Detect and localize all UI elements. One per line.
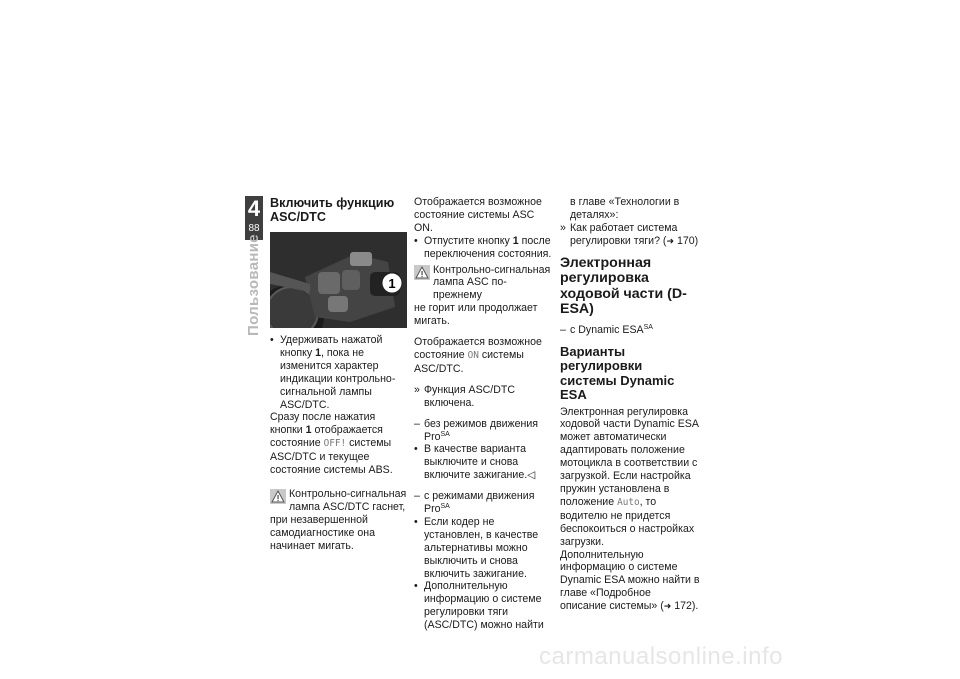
page-ref-arrow-icon: ➜ bbox=[663, 601, 672, 612]
column-1 bbox=[270, 196, 410, 553]
page-number: 88 bbox=[248, 223, 260, 234]
paragraph-esa-description: Электронная регулировка ходовой части Dynamic ESA может автоматически адаптировать положение мотоцикла в соответствии с загрузкой. Если настройка пружин установлена в положение Auto, то водителю не придется беспокоиться о настройках загрузки. bbox=[560, 405, 699, 548]
note-warning: Контрольно-сигнальная лампа ASC/DTC гаснет, bbox=[270, 488, 410, 514]
option-dynamic-esa: – с Dynamic $ESA^{SA}$ bbox=[560, 323, 653, 336]
heading-esa-variants: Варианты регулировки системы Dynamic ESA bbox=[560, 343, 675, 403]
note-warning: Контрольно-сигнальная лампа ASC по-прежнему bbox=[414, 264, 554, 303]
bullet-marker: • bbox=[270, 334, 274, 346]
heading-asc-dtc: Включить функцию ASC/DTC bbox=[270, 196, 395, 224]
paragraph-status: Сразу после нажатия кнопки 1 отображается состояние OFF! системы ASC/DTC и текущее состояние системы ABS. bbox=[270, 411, 393, 477]
warning-lamp-icon bbox=[270, 489, 286, 504]
option-with-pro: – с режимами движения Pro$^{SA}$ bbox=[414, 490, 535, 516]
figure-callout-label: 1 bbox=[388, 276, 396, 291]
bullet-release-button: • Отпустите кнопку 1 после переключения состояния. bbox=[414, 234, 552, 260]
handlebar-switch-image bbox=[270, 232, 407, 328]
paragraph-esa-more-info: Дополнительную информацию о системе Dynamic ESA можно найти в главе «Подробное описание системы» (➜ 172). bbox=[560, 548, 700, 613]
section-title: Пользование bbox=[245, 234, 262, 336]
option-without-pro: – без режимов движения Pro$^{SA}$ bbox=[414, 417, 539, 443]
paragraph-asc-on: Отображается возможное состояние системы ASC ON. bbox=[414, 196, 542, 234]
paragraph-state-on: Отображается возможное состояние ON системы ASC/DTC. bbox=[414, 336, 542, 375]
chapter-number: 4 bbox=[247, 196, 261, 221]
note-continuation: при незавершенной самодиагностике она начинает мигать. bbox=[270, 513, 376, 552]
warning-lamp-icon bbox=[414, 265, 430, 280]
page-ref-arrow-icon: ➜ bbox=[666, 235, 674, 246]
reference-traction-control[interactable]: » Как работает система регулировки тяги? (➜ 170) bbox=[560, 221, 699, 247]
watermark: carmanualsonline.info bbox=[539, 643, 783, 670]
note-continuation: не горит или продолжает мигать. bbox=[414, 302, 538, 328]
heading-d-esa: Электронная регулировка ходовой части (D-ESA) bbox=[560, 254, 687, 318]
bullet-more-info: • Дополнительную информацию о системе регулировки тяги (ASC/DTC) можно найти bbox=[414, 580, 544, 632]
handlebar-switch-figure bbox=[270, 232, 407, 328]
bullet-hold-button: • Удерживать нажатой кнопку 1, пока не изменится характер индикации контрольно-сигнальной лампы ASC/DTC. bbox=[270, 334, 396, 411]
column-2 bbox=[414, 196, 554, 632]
bullet-ignition: • В качестве варианта выключите и снова включите зажигание.◁ bbox=[414, 443, 536, 482]
result-asc-on: » Функция ASC/DTC включена. bbox=[414, 383, 515, 409]
column-3 bbox=[560, 196, 700, 613]
bullet-coder: • Если кодер не установлен, в качестве альтернативы можно выключить и снова включить зажигание. bbox=[414, 515, 539, 580]
paragraph-chapter-ref: в главе «Технологии в деталях»: bbox=[570, 196, 680, 221]
